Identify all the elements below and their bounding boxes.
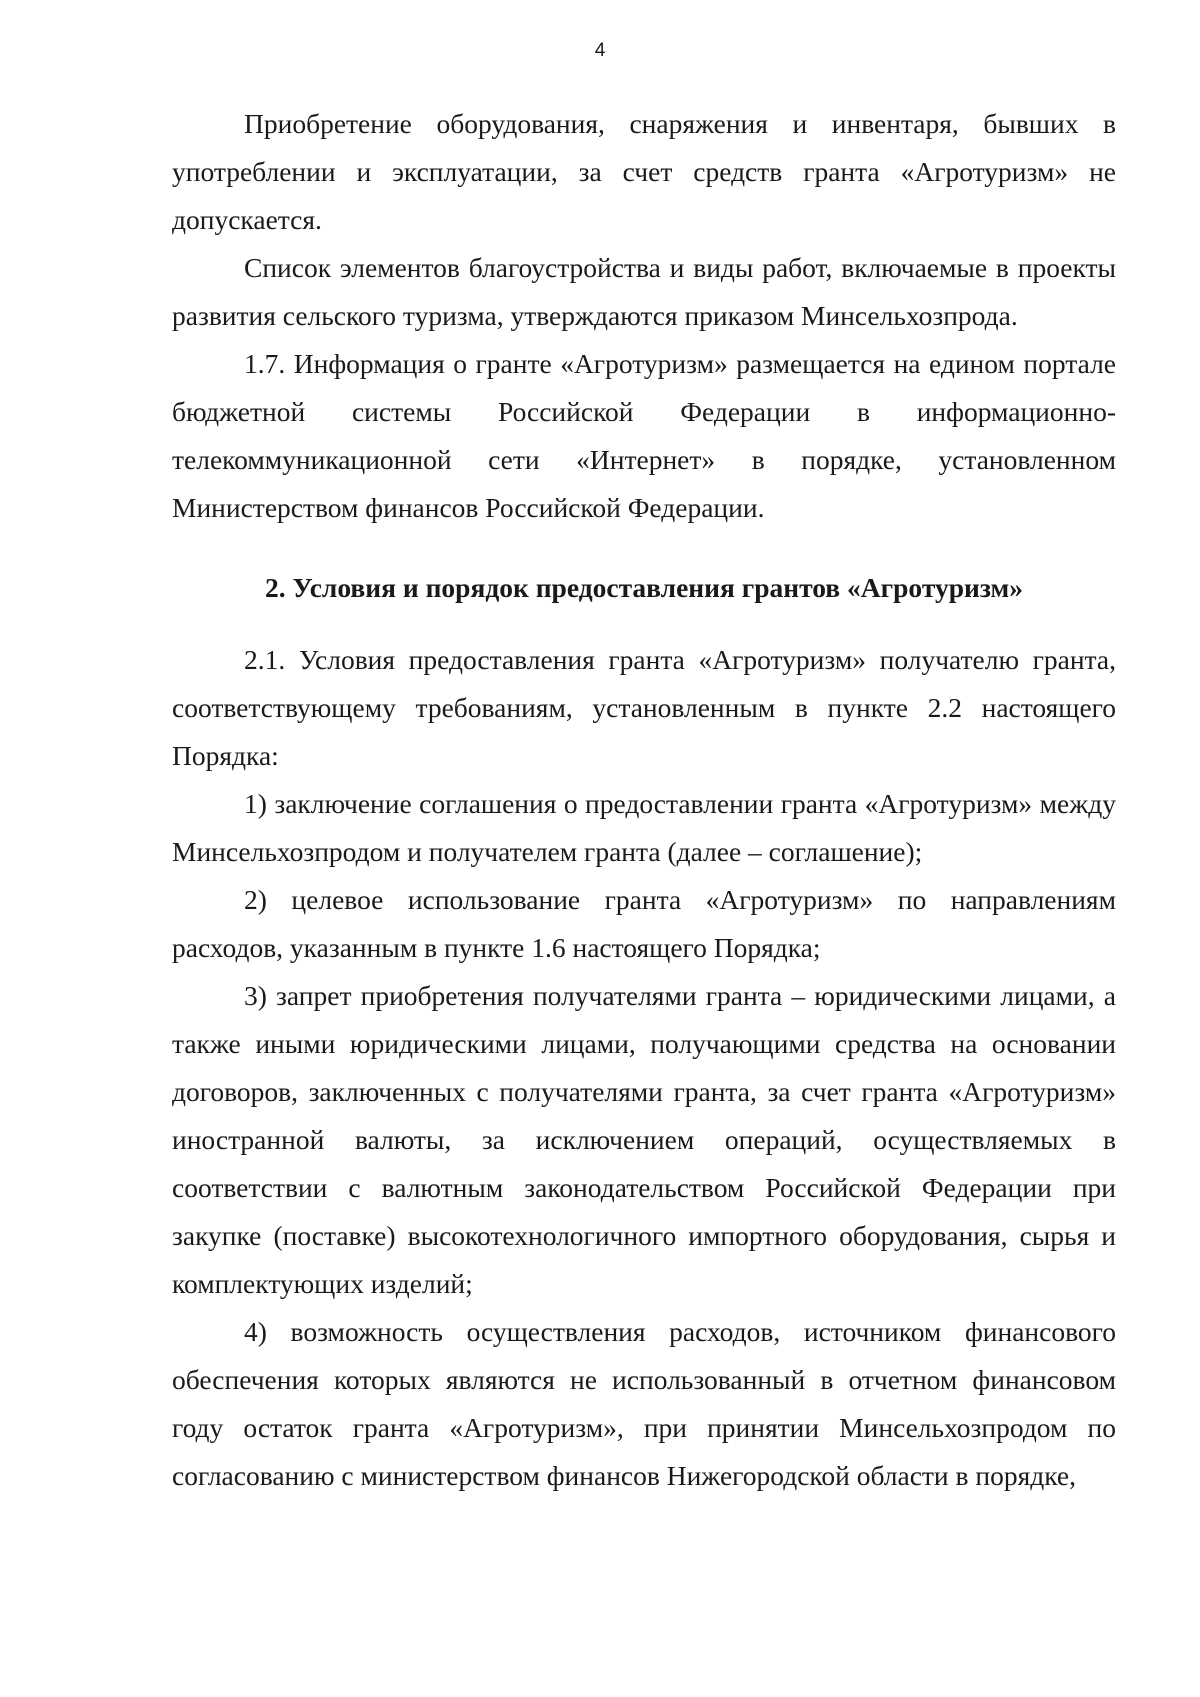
paragraph-landscaping-list: Список элементов благоустройства и виды работ, включаемые в проекты развития сельского туризма, утверждаются приказом Минсельхозпрода. bbox=[172, 252, 1116, 331]
list-item-4: 4) возможность осуществления расходов, источником финансового обеспечения которых являются не использованный в отчетном финансовом году остаток гранта «Агротуризм», при принятии Минсельхозпродом по согласованию с министерством финансов Нижегородской области в порядке, bbox=[172, 1316, 1116, 1491]
paragraph-1-7: 1.7. Информация о гранте «Агротуризм» размещается на едином портале бюджетной системы Российской Федерации в информационно-телекоммуникационной сети «Интернет» в порядке, установленном Министерством финансов Российской Федерации. bbox=[172, 348, 1116, 523]
section-title: 2. Условия и порядок предоставления грантов «Агротуризм» bbox=[264, 572, 1023, 603]
list-item-1: 1) заключение соглашения о предоставлении гранта «Агротуризм» между Минсельхозпродом и получателем гранта (далее – соглашение); bbox=[172, 788, 1116, 867]
page-number: 4 bbox=[594, 40, 606, 61]
list-item-2: 2) целевое использование гранта «Агротуризм» по направлениям расходов, указанным в пункте 1.6 настоящего Порядка; bbox=[172, 884, 1116, 963]
paragraph-used-equipment: Приобретение оборудования, снаряжения и инвентаря, бывших в употреблении и эксплуатации, за счет средств гранта «Агротуризм» не допускается. bbox=[172, 108, 1116, 235]
paragraph-2-1: 2.1. Условия предоставления гранта «Агротуризм» получателю гранта, соответствующему требованиям, установленным в пункте 2.2 настоящего Порядка: bbox=[172, 644, 1116, 771]
list-item-3: 3) запрет приобретения получателями гранта – юридическими лицами, а также иными юридическими лицами, получающими средства на основании договоров, заключенных с получателями гранта, за счет гранта «Агротуризм» иностранной валюты, за исключением операций, осуществляемых в соответствии с валютным законодательством Российской Федерации при закупке (поставке) высокотехнологичного импортного оборудования, сырья и комплектующих изделий; bbox=[172, 980, 1116, 1299]
document-body bbox=[172, 100, 1116, 1500]
